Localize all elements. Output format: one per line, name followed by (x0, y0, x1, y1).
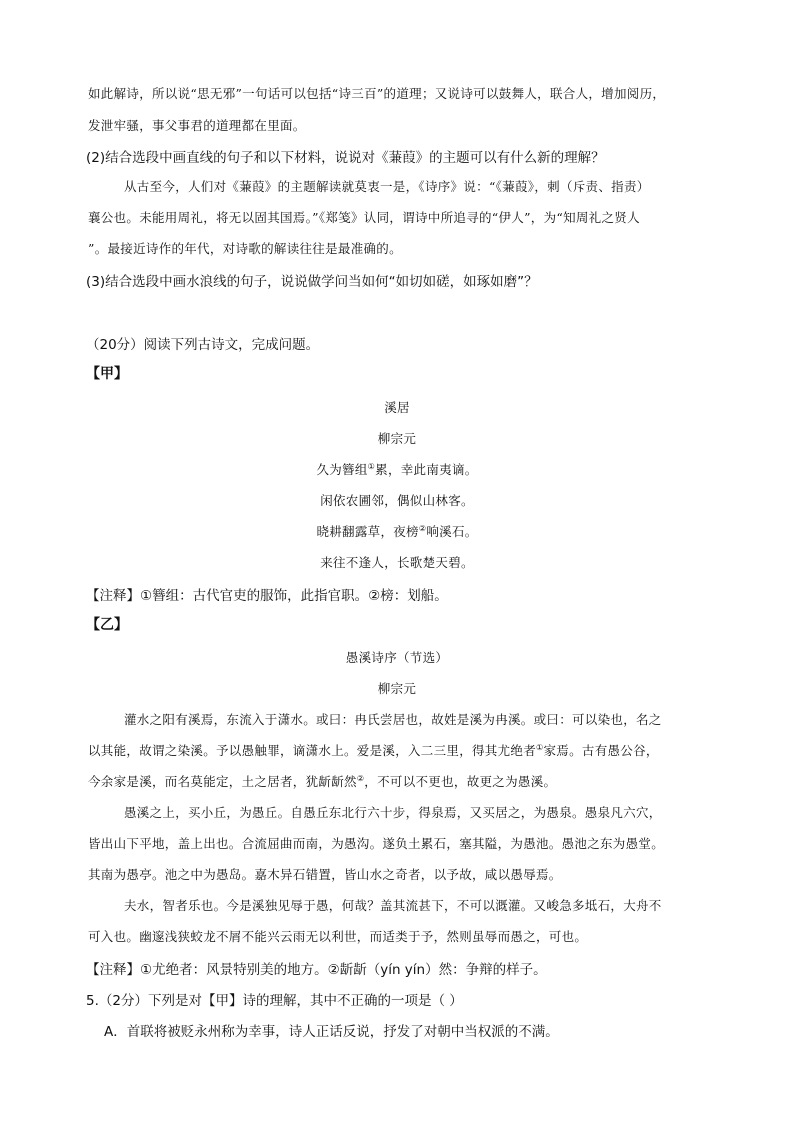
poem-line: 久为簪组①累，幸此南夷谪。 (316, 461, 478, 477)
prose-title: 愚溪诗序（节选） (345, 650, 449, 665)
prose-line: 其南为愚亭。池之中为愚岛。嘉木异石错置，皆山水之奇者，以予故，咸以愚辱焉。 (88, 867, 562, 882)
question-3: (3)结合选段中画水浪线的句子，说说做学问当如何“如切如磋，如琢如磨”？ (86, 274, 538, 290)
footnote-marker: ① (367, 461, 376, 471)
footnote-marker: ① (536, 742, 544, 752)
prose-line: 以其能，故谓之染溪。予以愚触罪，谪潇水上。爱是溪，入二三里，得其尤绝者①家焉。古有愚公谷， (88, 742, 659, 758)
prose-line: 夫水，智者乐也。今是溪独见辱于愚，何哉？盖其流甚下，不可以溉灌。又峻急多坻石，大舟不 (124, 898, 662, 913)
prose-author: 柳宗元 (377, 681, 417, 696)
paragraph-line: 发泄牢骚，事父事君的道理都在里面。 (88, 118, 306, 133)
section-label-jia: 【甲】 (86, 366, 128, 382)
section-intro: （20分）阅读下列古诗文，完成问题。 (86, 337, 320, 353)
question-2: (2)结合选段中画直线的句子和以下材料，说说对《蒹葭》的主题可以有什么新的理解？ (86, 150, 605, 166)
material-line: ”。最接近诗作的年代，对诗歌的解读往往是最准确的。 (88, 241, 402, 256)
material-line: 襄公也。未能用周礼，将无以固其国焉。”《郑笺》认同，谓诗中所追寻的“伊人”，为“知周礼之贤人 (88, 210, 640, 225)
poem-line: 来往不逢人，长歌楚天碧。 (320, 555, 474, 570)
annotation-yi: 【注释】①尤绝者：风景特别美的地方。②龂龂（yín yín）然：争辩的样子。 (86, 962, 547, 978)
prose-line: 皆出山下平地，盖上出也。合流屈曲而南，为愚沟。遂负土累石，塞其隘，为愚池。愚池之东为愚堂。 (88, 836, 665, 851)
prose-line: 可入也。幽邃浅狭蛟龙不屑不能兴云雨无以利世，而适类于予，然则虽辱而愚之，可也。 (88, 929, 588, 944)
footnote-marker: ② (418, 523, 427, 533)
option-a: A．首联将被贬永州称为幸事，诗人正话反说，抒发了对朝中当权派的不满。 (104, 1024, 559, 1040)
prose-line: 愚溪之上，买小丘，为愚丘。自愚丘东北行六十步，得泉焉，又买居之，为愚泉。愚泉凡六穴， (124, 805, 662, 820)
annotation-jia: 【注释】①簪组：古代官吏的服饰，此指官职。②榜：划船。 (86, 588, 448, 604)
poem-title: 溪居 (384, 400, 410, 415)
paragraph-line: 如此解诗，所以说“思无邪”一句话可以包括“诗三百”的道理；又说诗可以鼓舞人，联合人，增加阅历， (88, 86, 666, 101)
poem-line: 晓耕翻露草，夜榜②响溪石。 (316, 523, 478, 539)
prose-line: 今余家是溪，而名莫能定，土之居者，犹龂龂然②，不可以不更也，故更之为愚溪。 (88, 773, 557, 789)
material-line: 从古至今，人们对《蒹葭》的主题解读就莫衷一是，《诗序》说：“《蒹葭》，刺（斥责、指责） (124, 179, 650, 194)
footnote-marker: ② (356, 773, 365, 783)
question-5: 5.（2分）下列是对【甲】诗的理解，其中不正确的一项是（ ） (86, 993, 463, 1009)
poem-line: 闲依农圃邻，偶似山林客。 (320, 493, 474, 508)
poem-author: 柳宗元 (377, 431, 417, 446)
section-label-yi: 【乙】 (86, 617, 128, 633)
prose-line: 灌水之阳有溪焉，东流入于潇水。或曰：冉氏尝居也，故姓是溪为冉溪。或曰：可以染也，名之 (124, 712, 662, 727)
